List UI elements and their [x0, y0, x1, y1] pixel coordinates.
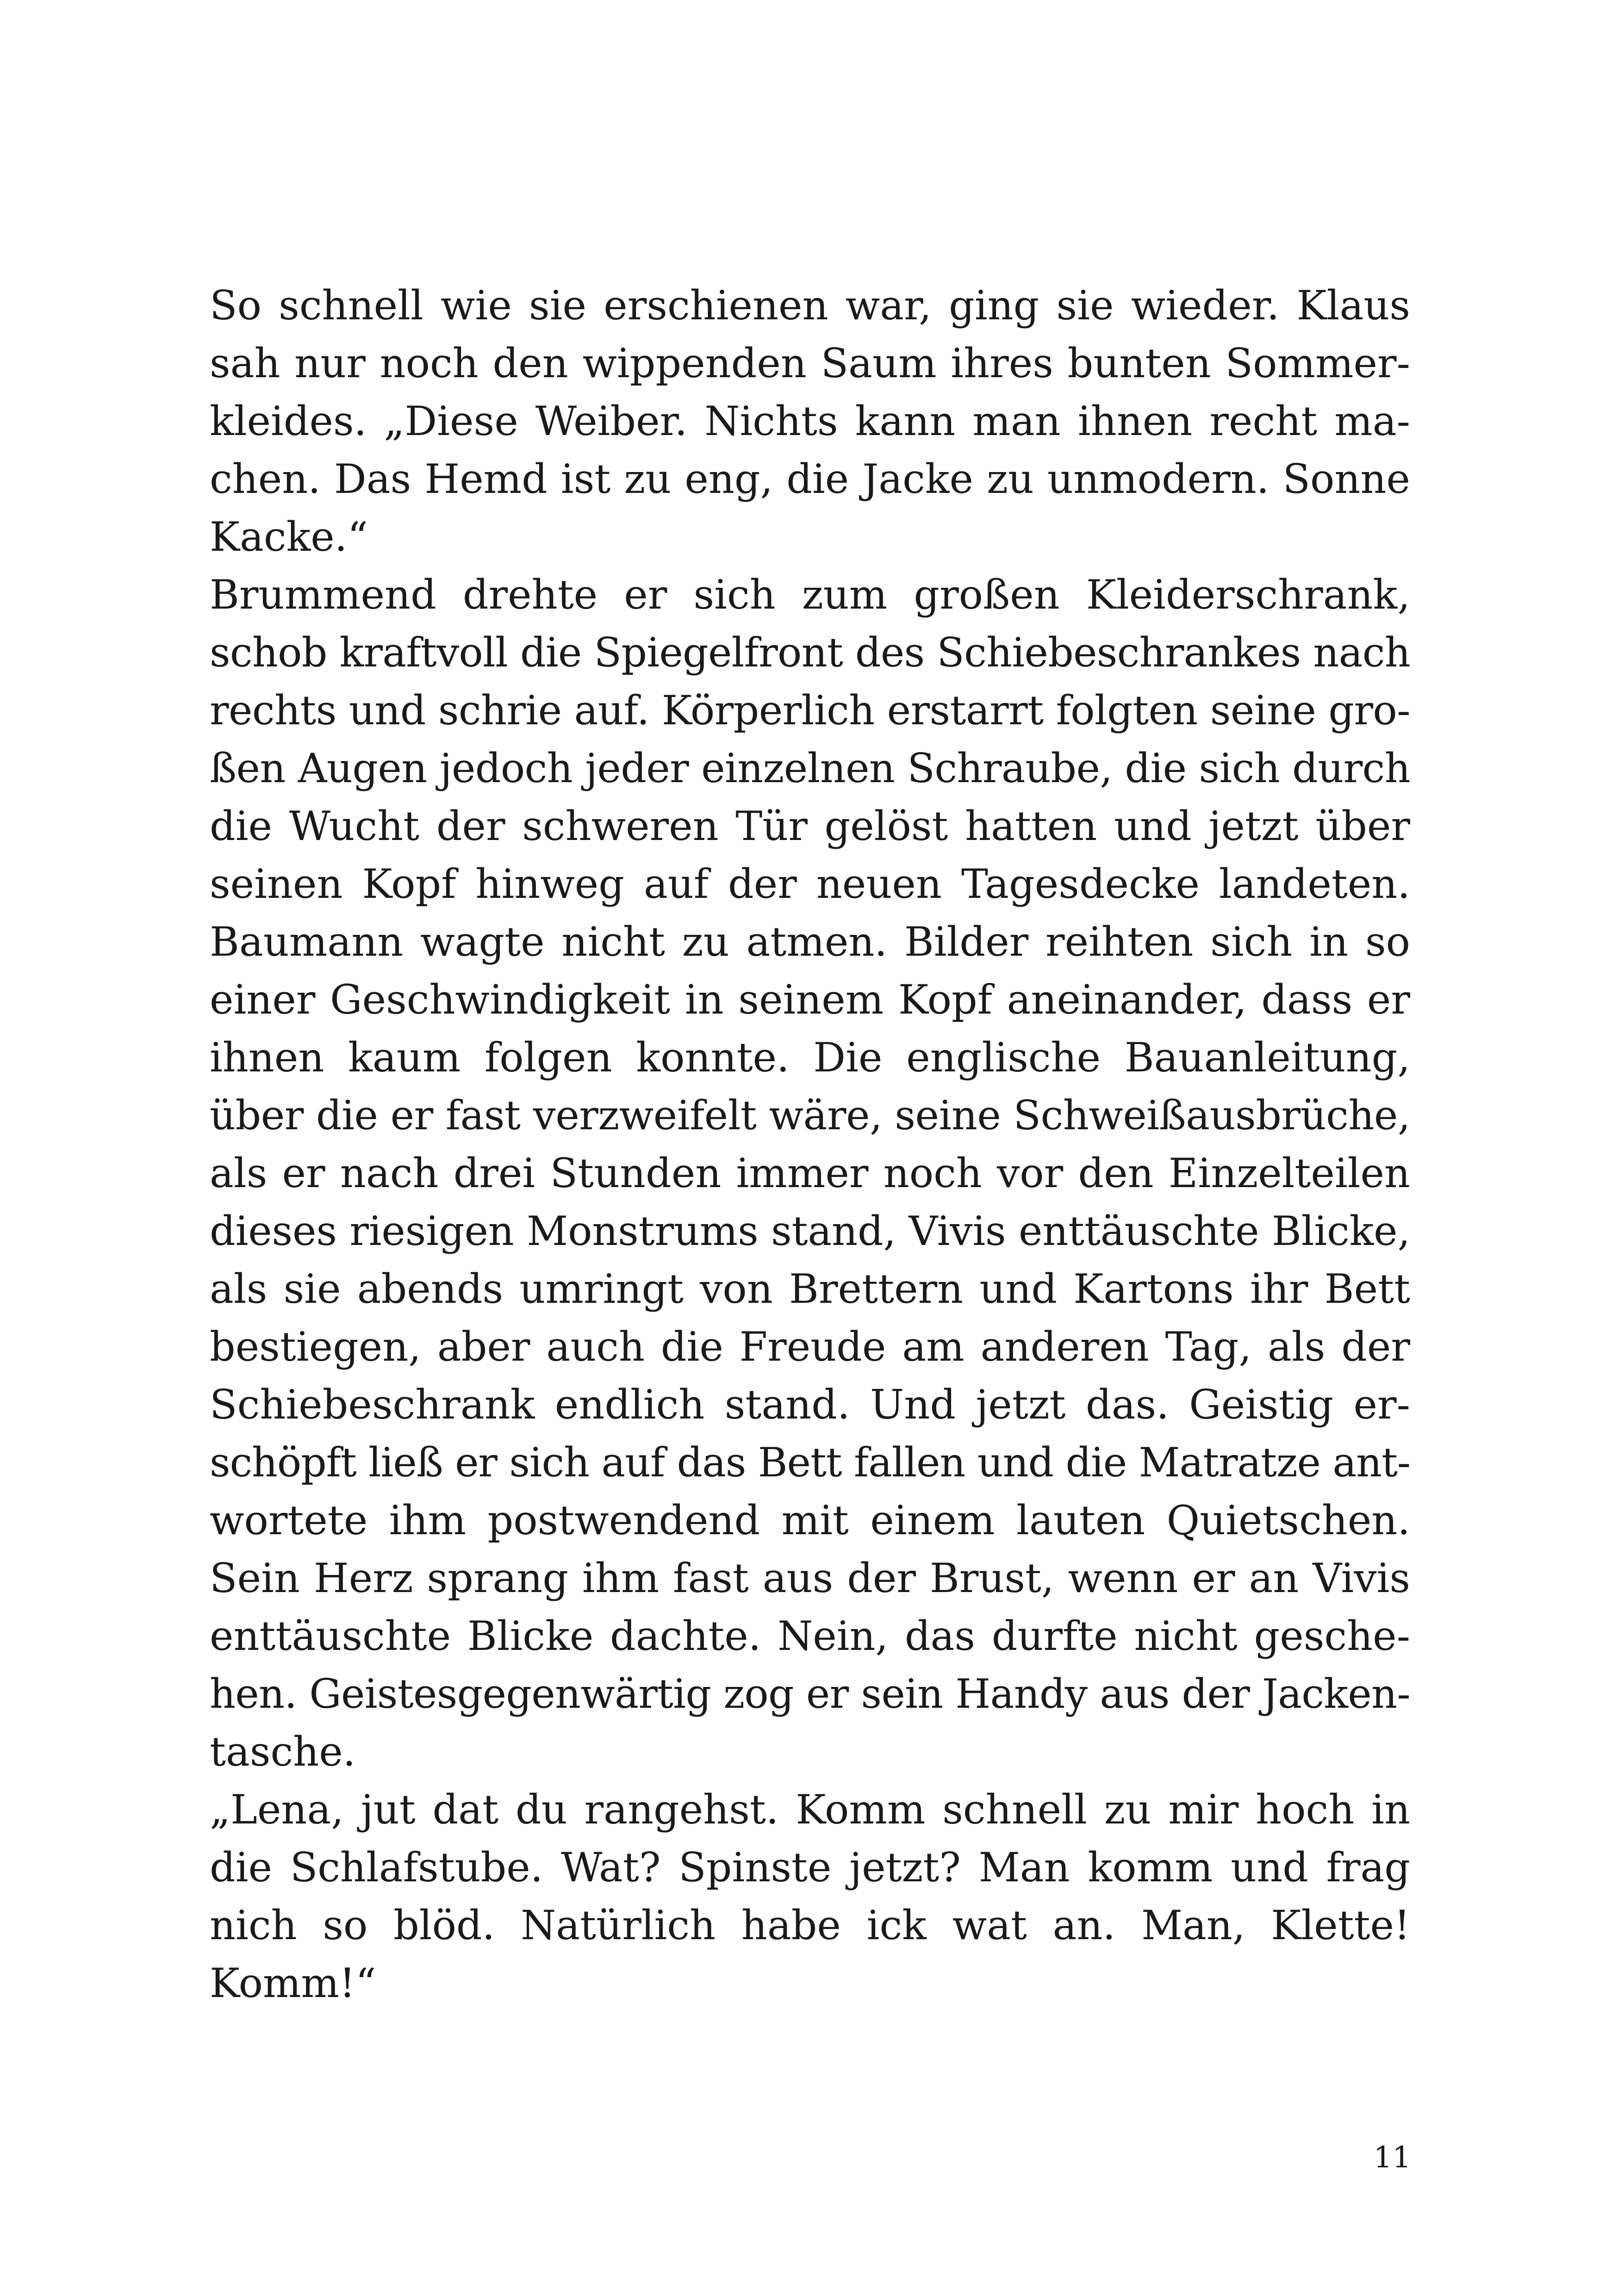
text-line: kleides. „Diese Weiber. Nichts kann man ihnen recht ma-: [210, 398, 1410, 445]
text-line: Schiebeschrank endlich stand. Und jetzt das. Geistig er-: [210, 1381, 1410, 1428]
paragraph: [210, 277, 1410, 566]
text-line: ihnen kaum folgen konnte. Die englische Bauanleitung,: [210, 1034, 1410, 1081]
text-line: enttäuschte Blicke dachte. Nein, das durfte nicht gesche-: [210, 1612, 1410, 1660]
text-line: schob kraftvoll die Spiegelfront des Schiebeschrankes nach: [210, 629, 1410, 676]
body-text: [210, 277, 1410, 2012]
text-line: nich so blöd. Natürlich habe ick wat an. Man, Klette!: [210, 1902, 1410, 1949]
text-line: schöpft ließ er sich auf das Bett fallen und die Matratze ant-: [210, 1439, 1410, 1486]
text-line: Brummend drehte er sich zum großen Kleiderschrank,: [210, 571, 1410, 618]
text-line: Komm!“: [210, 1960, 376, 2007]
paragraph: [210, 1781, 1410, 2012]
text-line: rechts und schrie auf. Körperlich erstarrt folgten seine gro-: [210, 687, 1410, 734]
text-line: einer Geschwindigkeit in seinem Kopf aneinander, dass er: [210, 976, 1410, 1023]
text-line: So schnell wie sie erschienen war, ging sie wieder. Klaus: [210, 282, 1410, 329]
text-line: seinen Kopf hinweg auf der neuen Tagesdecke landeten.: [210, 860, 1410, 908]
text-line: „Lena, jut dat du rangehst. Komm schnell zu mir hoch in: [210, 1786, 1410, 1833]
text-line: als er nach drei Stunden immer noch vor den Einzelteilen: [210, 1150, 1410, 1197]
text-line: Kacke.“: [210, 513, 368, 560]
text-line: chen. Das Hemd ist zu eng, die Jacke zu unmodern. Sonne: [210, 455, 1410, 503]
text-line: hen. Geistesgegenwärtig zog er sein Handy aus der Jacken-: [210, 1670, 1410, 1717]
text-line: Sein Herz sprang ihm fast aus der Brust, wenn er an Vivis: [210, 1555, 1410, 1602]
text-line: tasche.: [210, 1728, 356, 1775]
text-line: dieses riesigen Monstrums stand, Vivis enttäuschte Blicke,: [210, 1207, 1410, 1255]
text-line: als sie abends umringt von Brettern und Kartons ihr Bett: [210, 1265, 1410, 1313]
text-line: Baumann wagte nicht zu atmen. Bilder reihten sich in so: [210, 918, 1410, 965]
paragraph: [210, 566, 1410, 1781]
text-line: wortete ihm postwendend mit einem lauten Quietschen.: [210, 1497, 1410, 1544]
text-line: über die er fast verzweifelt wäre, seine Schweißausbrüche,: [210, 1092, 1410, 1139]
page-number: 11: [1373, 2140, 1411, 2175]
text-line: ßen Augen jedoch jeder einzelnen Schraube, die sich durch: [210, 745, 1410, 792]
text-line: die Schlafstube. Wat? Spinste jetzt? Man komm und frag: [210, 1844, 1410, 1891]
text-line: sah nur noch den wippenden Saum ihres bunten Sommer-: [210, 340, 1410, 387]
text-line: bestiegen, aber auch die Freude am anderen Tag, als der: [210, 1323, 1410, 1370]
text-line: die Wucht der schweren Tür gelöst hatten und jetzt über: [210, 803, 1410, 850]
